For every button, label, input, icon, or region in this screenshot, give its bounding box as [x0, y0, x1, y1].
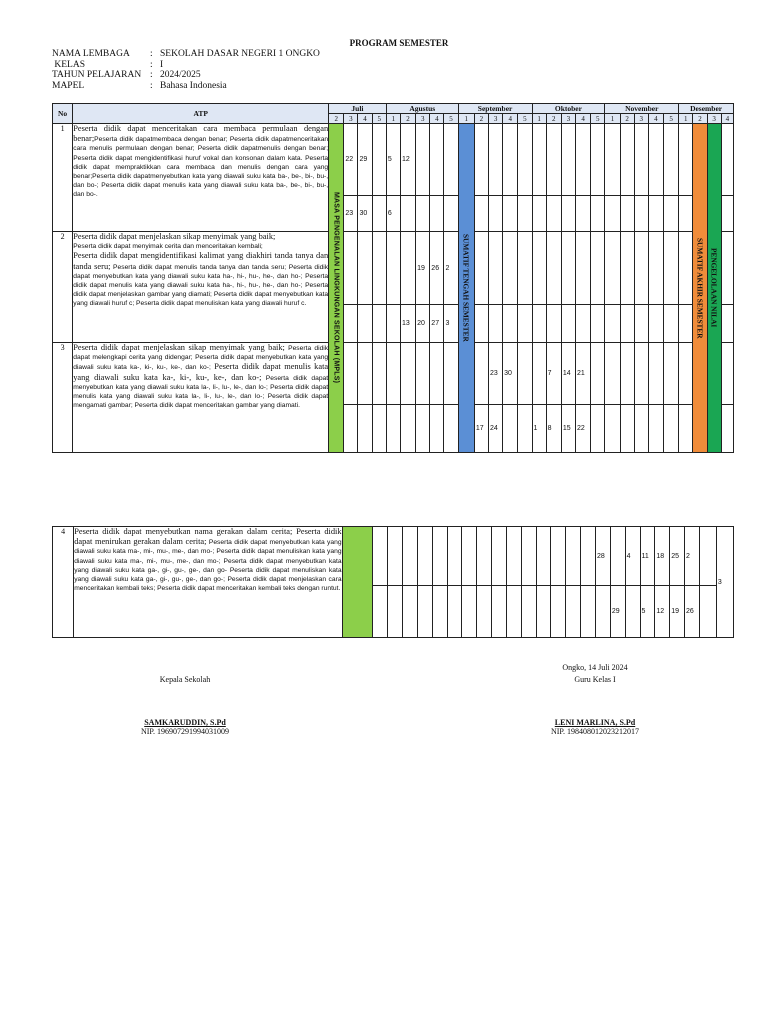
- date-cell: 26: [685, 586, 700, 638]
- signature-right: [510, 718, 680, 736]
- week-header-cell: 1: [605, 114, 620, 124]
- date-cell: 6: [386, 196, 400, 232]
- date-cell: 25: [670, 527, 685, 586]
- atp-text: Peserta didik dapat menyebutkan kata yang diawali suku kata ma-, mi-, mu-, me-, dan mo-; Peserta didik dapat menuliskan kata yang diawali suku kata ma-, mi-, mu-, me-, dan mo-; Peserta didik dapat menyebutkan kata yang diawali suku kata ga-, gi-, gu-, ge-, dan go- Peserta didik dapat menuliskan kata yang diawali suku kata ga-, gi-, gu-, ge-, dan go-; Peserta didik dapat menjelaskan cara menceritakan kembali teks; Peserta didik dapat menceritakan kembali teks dengan runtut.: [74, 539, 342, 593]
- atp-text: Peserta didik dapat melengkapi cerita yang didengar; Peserta didik dapat menyebutkan kata yang diawali suku kata ka-, ki-, ku-, ke-, dan ko-;: [73, 345, 329, 372]
- week-header-cell: 1: [679, 114, 693, 124]
- header-month-agustus: Agustus: [386, 104, 458, 114]
- atp-text: Peserta didik dapatmembaca dengan benar; Peserta didik dapatmenceritakan cara menulis permulaan dengan benar; Peserta didik dapatmenulis dengan benar; Peserta didik dapat mengidentifikasi huruf vokal dan konsonan dalam kata. Peserta didik dapat mempraktikkan cara membaca dan menulis dengan cara yang benar;Peserta didik dapatmenyebutkan kata yang diawali suku kata ba-, be-, bi-, bu-, dan bo-; Peserta didik dapat menulis kata yang diawali suku kata ba-, be-, bi-, bu-, dan bo-.: [73, 136, 329, 199]
- atp-lead: Peserta didik dapat menjelaskan sikap menyimak yang baik;: [73, 343, 285, 352]
- page-title: PROGRAM SEMESTER: [349, 38, 449, 48]
- info-row-class: [52, 60, 320, 71]
- atp-cell: [74, 527, 342, 638]
- principal-name: SAMKARUDDIN, S.Pd: [144, 718, 226, 727]
- info-row-year: [52, 70, 320, 81]
- week-header-cell: 2: [546, 114, 561, 124]
- date-cell: 18: [655, 527, 670, 586]
- atp-cell: [73, 232, 329, 343]
- signature-left: [100, 718, 270, 736]
- week-header-cell: 5: [664, 114, 679, 124]
- date-cell: 12: [400, 124, 415, 196]
- header-month-september: September: [458, 104, 532, 114]
- date-cell: 15: [561, 405, 575, 453]
- semester-program-table: [52, 103, 734, 453]
- mpls-label: MASA PENGENALAN LINGKUNGAN SEKOLAH (MPLS): [332, 192, 340, 384]
- info-colon: :: [150, 70, 153, 80]
- date-cell: [444, 124, 458, 196]
- week-header-cell: 1: [458, 114, 474, 124]
- date-cell: 22: [575, 405, 590, 453]
- week-header-cell: 3: [561, 114, 575, 124]
- info-value: SEKOLAH DASAR NEGERI 1 ONGKO: [160, 49, 320, 59]
- row-number: 4: [53, 527, 74, 638]
- row-number: 1: [53, 124, 73, 232]
- date-cell: 14: [561, 343, 575, 405]
- pengolahan-column: [707, 124, 721, 453]
- header-month-juli: Juli: [329, 104, 387, 114]
- week-header-cell: 5: [372, 114, 386, 124]
- atp-lead: Peserta didik dapat menyebutkan nama gerakan dalam cerita;: [74, 527, 293, 536]
- date-cell: 17: [474, 405, 488, 453]
- week-header-cell: 3: [416, 114, 430, 124]
- date-cell: 2: [444, 232, 458, 305]
- atp-text: Peserta didik dapat menyimak cerita dan menceritakan kembali;: [73, 243, 263, 251]
- week-header-cell: 5: [591, 114, 605, 124]
- header-no: No: [53, 104, 73, 124]
- info-colon: :: [150, 49, 153, 59]
- date-cell: 20: [416, 305, 430, 343]
- date-cell: 19: [670, 586, 685, 638]
- date-cell: 22: [344, 124, 358, 196]
- week-header-cell: 4: [575, 114, 590, 124]
- week-header-cell: 3: [707, 114, 721, 124]
- week-header-cell: 4: [430, 114, 444, 124]
- date-cell: 13: [400, 305, 415, 343]
- teacher-name: LENI MARLINA, S.Pd: [554, 718, 636, 727]
- atp-text: Peserta didik dapat menirukan gerakan dalam cerita;: [74, 527, 342, 547]
- info-label: KELAS: [52, 59, 85, 70]
- info-value: Bahasa Indonesia: [160, 80, 227, 91]
- date-cell: 28: [595, 527, 610, 586]
- date-cell: 4: [625, 527, 640, 586]
- info-colon: :: [150, 59, 153, 70]
- pengolahan-label: PENGELOLAAN NILAI: [709, 248, 719, 328]
- date-cell: 29: [358, 124, 372, 196]
- atp-text: Peserta didik dapat menyebutkan kata yang diawali suku kata la-, li-, lu-, le-, dan lo-; Peserta didik dapat menulis kata yang diawali suku kata la-, li-, lu-, le-, dan lo-; Peserta didik dapat mengamati gambar; Peserta didik dapat menceritakan gambar yang diamati.: [73, 374, 329, 410]
- week-header-cell: 4: [358, 114, 372, 124]
- date-cell: 27: [430, 305, 444, 343]
- atp-lead: Peserta didik dapat menjelaskan sikap menyimak yang baik;: [73, 232, 276, 241]
- week-header-cell: 1: [386, 114, 400, 124]
- info-value: I: [160, 59, 164, 70]
- school-info: [52, 49, 320, 91]
- semester-program-table-continued: [52, 526, 734, 638]
- date-cell: 23: [488, 343, 502, 405]
- date-cell: 12: [655, 586, 670, 638]
- week-header-cell: 1: [532, 114, 546, 124]
- info-label: NAMA LEMBAGA: [52, 49, 130, 59]
- date-cell: 30: [358, 196, 372, 232]
- date-cell: 5: [386, 124, 400, 196]
- mpls-column: [329, 124, 344, 453]
- week-header-cell: 5: [518, 114, 532, 124]
- week-header-cell: 3: [488, 114, 502, 124]
- date-cell: [416, 124, 430, 196]
- atp-cell: [73, 124, 329, 232]
- atp-lead: Peserta didik dapat menceritakan cara membaca permulaan dengan benar;: [73, 124, 329, 144]
- date-cell: 23: [344, 196, 358, 232]
- week-header-cell: 4: [721, 114, 733, 124]
- date-cell: 26: [430, 232, 444, 305]
- row-number: 3: [53, 343, 73, 453]
- sas-label: SUMATIF AKHIR SEMESTER: [695, 237, 705, 339]
- week-header-cell: 2: [693, 114, 707, 124]
- principal-nip: NIP. 196907291994031009: [140, 727, 229, 736]
- header-month-oktober: Oktober: [532, 104, 605, 114]
- week-header-cell: 4: [503, 114, 518, 124]
- atp-text: Peserta didik dapat menulis kata yang diawali suku kata ka-, ki-, ku-, ke-, dan ko-;: [73, 362, 329, 382]
- date-cell: 3: [444, 305, 458, 343]
- mpls-column: [342, 527, 373, 638]
- info-row-school: [52, 49, 320, 60]
- week-header-cell: 3: [634, 114, 648, 124]
- week-header-cell: 2: [329, 114, 344, 124]
- date-cell: 24: [488, 405, 502, 453]
- atp-text: Peserta didik dapat mengidentifikasi kalimat yang diakhiri tanda tanya dan tanda seru;: [73, 251, 329, 271]
- signature-place-date: Ongko, 14 Juli 2024: [562, 663, 628, 672]
- row-number: 2: [53, 232, 73, 343]
- week-header-cell: 2: [400, 114, 415, 124]
- date-cell: 30: [503, 343, 518, 405]
- date-cell: 21: [575, 343, 590, 405]
- sts-label: SUMATIF TENGAH SEMESTER: [461, 234, 471, 342]
- week-header-cell: 3: [344, 114, 358, 124]
- sas-column: [693, 124, 707, 453]
- week-header-cell: 5: [444, 114, 458, 124]
- date-cell: 2: [685, 527, 700, 586]
- atp-text: Peserta didik dapat menulis tanda tanya dan tanda seru; Peserta didik dapat menyebutkan kata yang diawali suku kata ha-, hi-, hu-, he-, dan ho-; Peserta didik dapat menulis kata yang diawali suku kata ha-, hi-, hu-, he-, dan ho-; Peserta didik dapat menjelaskan gambar yang diamati; Peserta didik dapat menyebutkan kata yang diawali huruf c; Peserta didik dapat menuliskan kata yang diawali huruf c.: [73, 263, 329, 308]
- info-row-subject: [52, 81, 320, 92]
- date-cell: 19: [416, 232, 430, 305]
- signature-left-role: Kepala Sekolah: [159, 675, 211, 684]
- header-month-desember: Desember: [679, 104, 734, 114]
- date-cell: 3: [716, 527, 733, 638]
- date-cell: [372, 124, 386, 196]
- teacher-nip: NIP. 198408012023212017: [550, 727, 639, 736]
- sts-column: [458, 124, 474, 453]
- date-cell: 1: [532, 405, 546, 453]
- date-cell: 7: [546, 343, 561, 405]
- signature-right-role: Guru Kelas I: [574, 675, 616, 684]
- date-cell: 29: [610, 586, 625, 638]
- header-month-november: November: [605, 104, 679, 114]
- week-header-cell: 2: [620, 114, 634, 124]
- info-colon: :: [150, 80, 153, 91]
- info-label: TAHUN PELAJARAN: [52, 70, 142, 80]
- week-header-cell: 4: [648, 114, 663, 124]
- date-cell: 5: [640, 586, 655, 638]
- week-header-cell: 2: [474, 114, 488, 124]
- info-label: MAPEL: [52, 80, 85, 91]
- date-cell: [430, 124, 444, 196]
- date-cell: 8: [546, 405, 561, 453]
- header-atp: ATP: [73, 104, 329, 124]
- atp-cell: [73, 343, 329, 453]
- info-value: 2024/2025: [160, 70, 201, 80]
- date-cell: 11: [640, 527, 655, 586]
